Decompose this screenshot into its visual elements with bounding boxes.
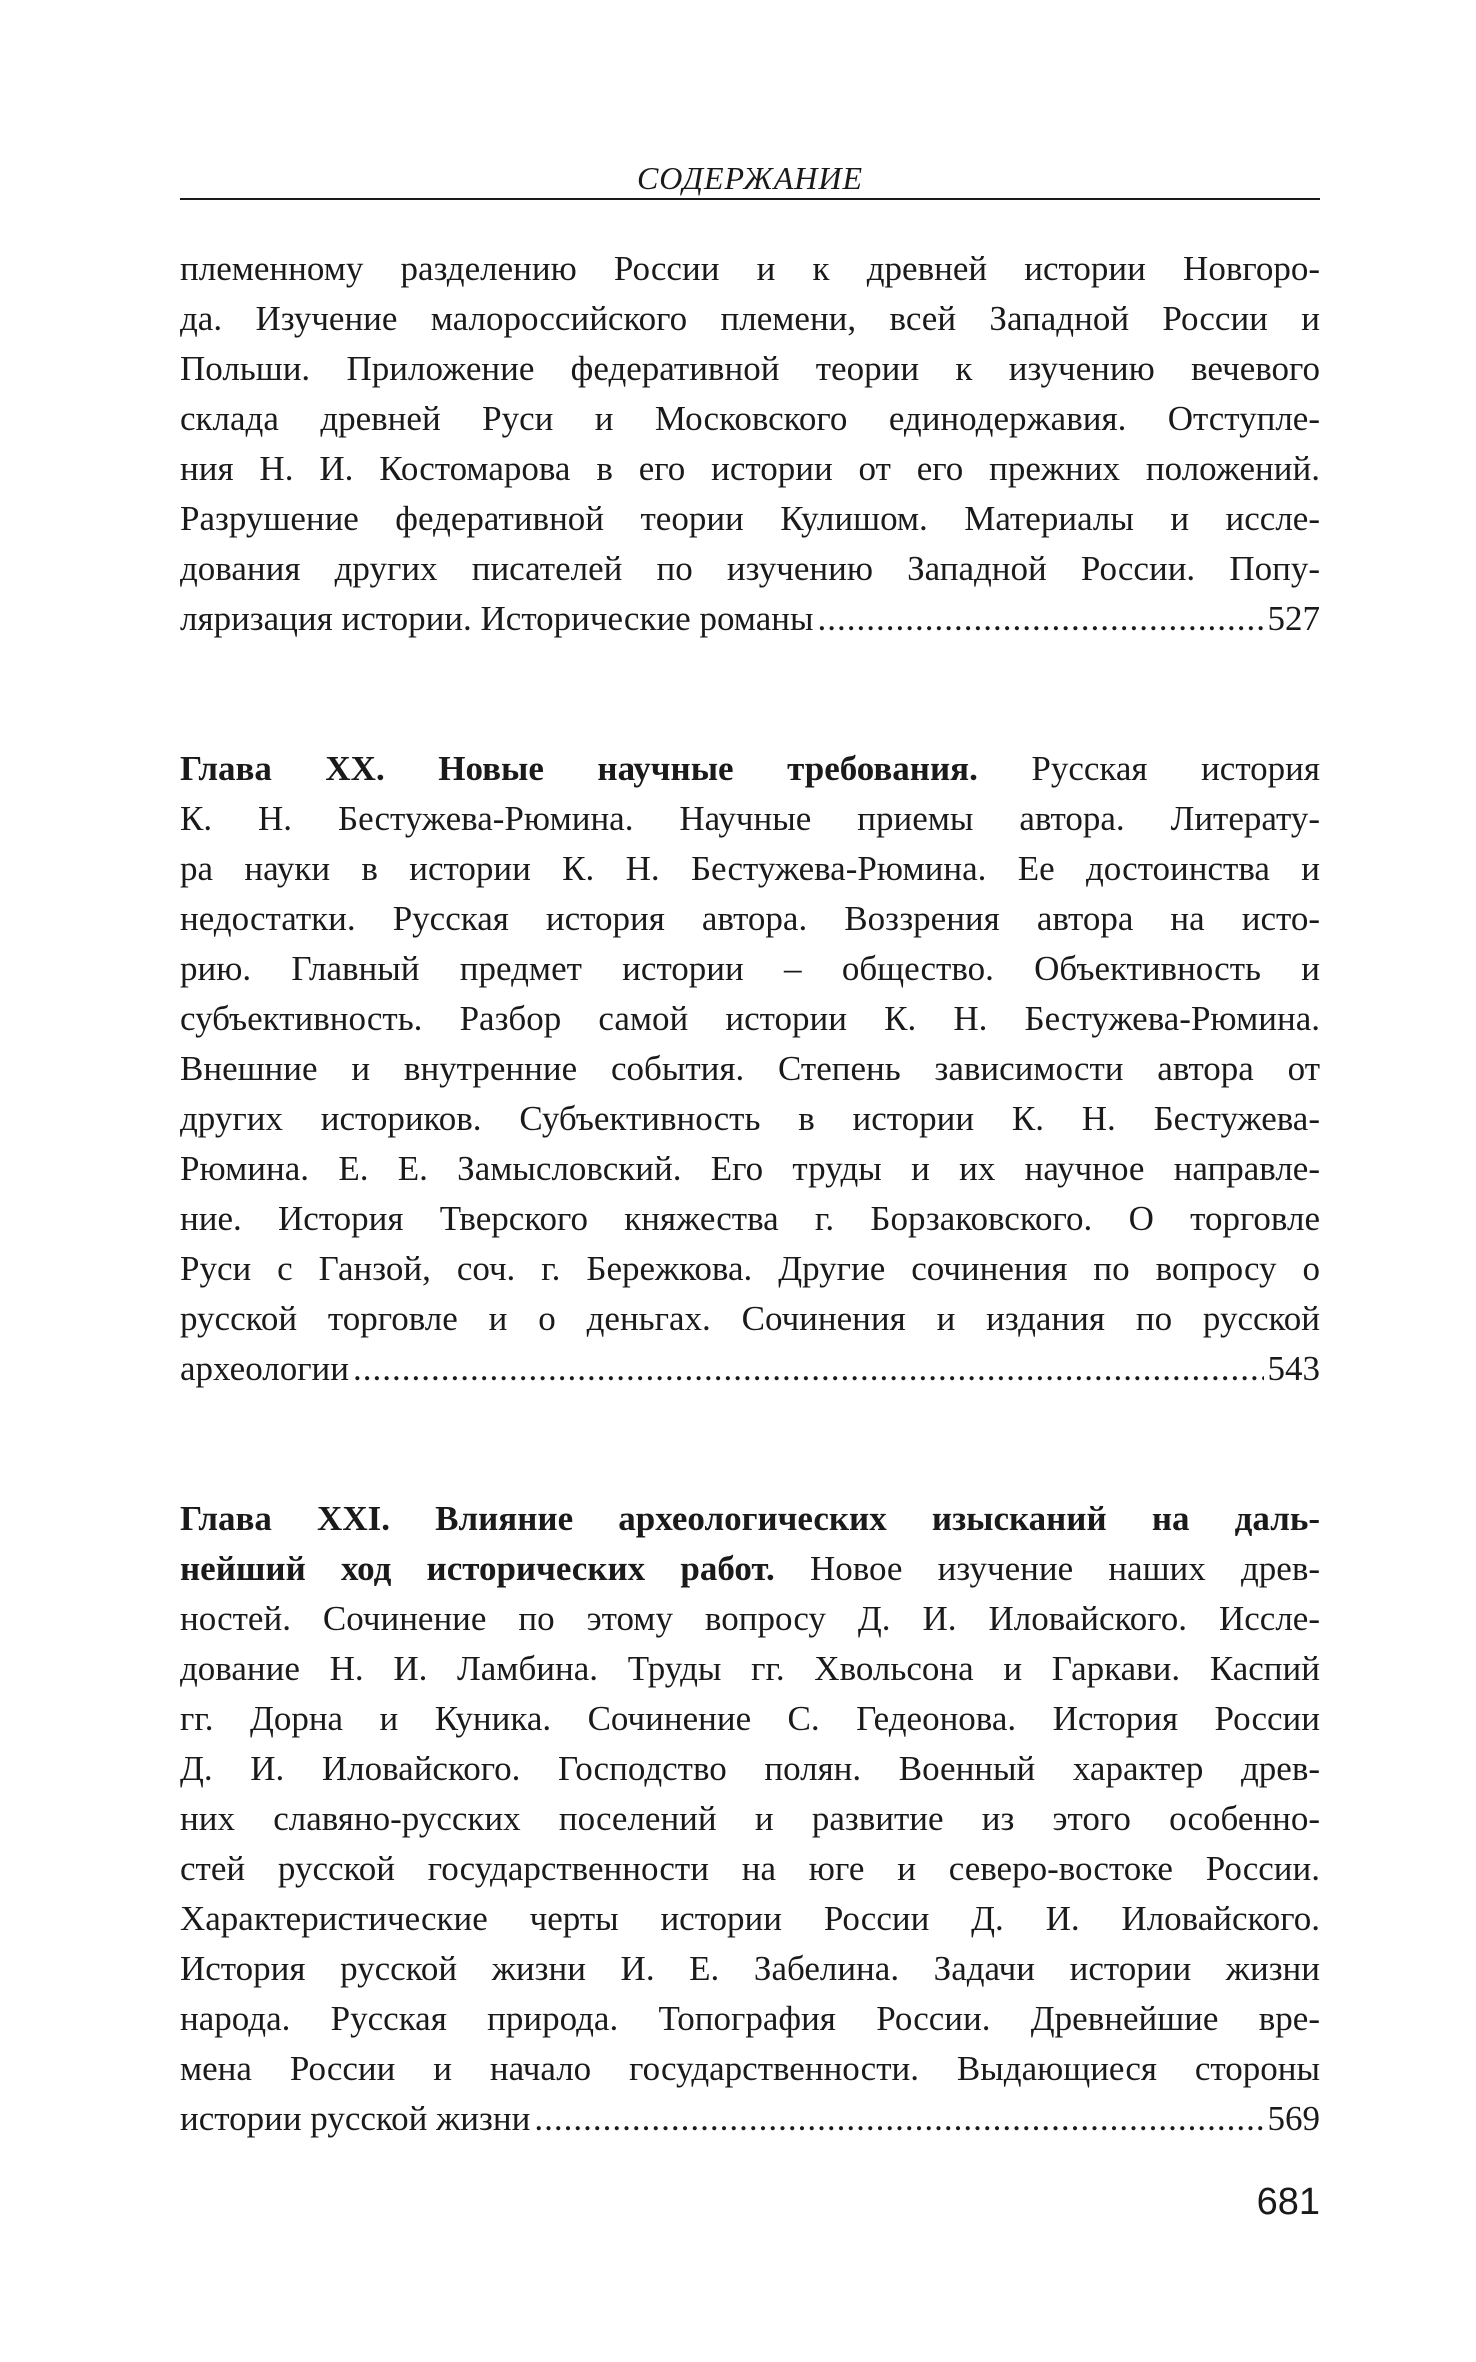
page-number: 681 — [1256, 2181, 1320, 2223]
chapter-title: Глава XXI. Влияние археологических изысканий на даль- — [180, 1499, 1320, 1538]
toc-last-line — [180, 1344, 1320, 1394]
toc-page-number: 569 — [1267, 2099, 1320, 2138]
toc-last-line — [180, 594, 1320, 644]
toc-text-line: Польши. Приложение федеративной теории к изучению вечевого — [180, 349, 1320, 388]
contents-column — [180, 244, 1320, 2144]
toc-heading-line — [180, 744, 1320, 794]
toc-text-line: ра науки в истории К. Н. Бестужева-Рюмина. Ее достоинства и — [180, 849, 1320, 888]
toc-text-line: них славяно-русских поселений и развитие из этого особенно- — [180, 1799, 1320, 1838]
running-head-title: СОДЕРЖАНИЕ — [636, 160, 864, 196]
toc-text-line: мена России и начало государственности. Выдающиеся стороны — [180, 2049, 1320, 2088]
toc-text-line: Характеристические черты истории России Д. И. Иловайского. — [180, 1899, 1320, 1938]
dot-leader — [353, 1344, 1263, 1394]
dot-leader — [534, 2094, 1263, 2144]
chapter-title: нейший ход исторических работ. — [180, 1549, 775, 1588]
running-head — [180, 158, 1320, 200]
toc-text-line: субъективность. Разбор самой истории К. Н. Бестужева-Рюмина. — [180, 999, 1320, 1038]
toc-last-line-text: истории русской жизни — [180, 2099, 531, 2138]
toc-text-line: К. Н. Бестужева-Рюмина. Научные приемы автора. Литерату- — [180, 799, 1320, 838]
chapter-title: Глава XX. Новые научные требования. — [180, 749, 978, 788]
toc-text-line: Д. И. Иловайского. Господство полян. Военный характер древ- — [180, 1749, 1320, 1788]
toc-text-line: ние. История Тверского княжества г. Борзаковского. О торговле — [180, 1199, 1320, 1238]
toc-heading-line — [180, 1544, 1320, 1594]
toc-text-line: ния Н. И. Костомарова в его истории от его прежних положений. — [180, 449, 1320, 488]
toc-text-line: рию. Главный предмет истории – общество. Объективность и — [180, 949, 1320, 988]
toc-text-line: народа. Русская природа. Топография России. Древнейшие вре- — [180, 1999, 1320, 2038]
toc-text-line: недостатки. Русская история автора. Воззрения автора на исто- — [180, 899, 1320, 938]
toc-text-line: склада древней Руси и Московского единодержавия. Отступле- — [180, 399, 1320, 438]
toc-page-number: 527 — [1267, 599, 1320, 638]
toc-last-line-text: ляризация истории. Исторические романы — [180, 599, 814, 638]
toc-entry-continued — [180, 244, 1320, 644]
toc-text-line: стей русской государственности на юге и северо-востоке России. — [180, 1849, 1320, 1888]
toc-text-line: племенному разделению России и к древней истории Новгоро- — [180, 249, 1320, 288]
toc-text-line: Руси с Ганзой, соч. г. Бережкова. Другие сочинения по вопросу о — [180, 1249, 1320, 1288]
toc-text-line: История русской жизни И. Е. Забелина. Задачи истории жизни — [180, 1949, 1320, 1988]
toc-last-line — [180, 2094, 1320, 2144]
toc-text-line: Внешние и внутренние события. Степень зависимости автора от — [180, 1049, 1320, 1088]
toc-text-line: дования других писателей по изучению Западной России. Попу- — [180, 549, 1320, 588]
toc-page-number: 543 — [1267, 1349, 1320, 1388]
toc-text-line: русской торговле и о деньгах. Сочинения и издания по русской — [180, 1299, 1320, 1338]
toc-text-line: гг. Дорна и Куника. Сочинение С. Гедеонова. История России — [180, 1699, 1320, 1738]
toc-text-fragment: Русская история — [1031, 749, 1320, 788]
toc-heading-line — [180, 1494, 1320, 1544]
toc-last-line-text: археологии — [180, 1349, 350, 1388]
toc-entry-chapter-20 — [180, 744, 1320, 1394]
toc-text-line: да. Изучение малороссийского племени, всей Западной России и — [180, 299, 1320, 338]
toc-text-line: дование Н. И. Ламбина. Труды гг. Хвольсона и Гаркави. Каспий — [180, 1649, 1320, 1688]
toc-text-line: Разрушение федеративной теории Кулишом. Материалы и иссле- — [180, 499, 1320, 538]
toc-text-fragment: Новое изучение наших древ- — [809, 1549, 1321, 1588]
toc-text-line: других историков. Субъективность в истории К. Н. Бестужева- — [180, 1099, 1320, 1138]
dot-leader — [818, 594, 1264, 644]
toc-entry-chapter-21 — [180, 1494, 1320, 2144]
toc-text-line: Рюмина. Е. Е. Замысловский. Его труды и их научное направле- — [180, 1149, 1320, 1188]
toc-text-line: ностей. Сочинение по этому вопросу Д. И. Иловайского. Иссле- — [180, 1599, 1320, 1638]
